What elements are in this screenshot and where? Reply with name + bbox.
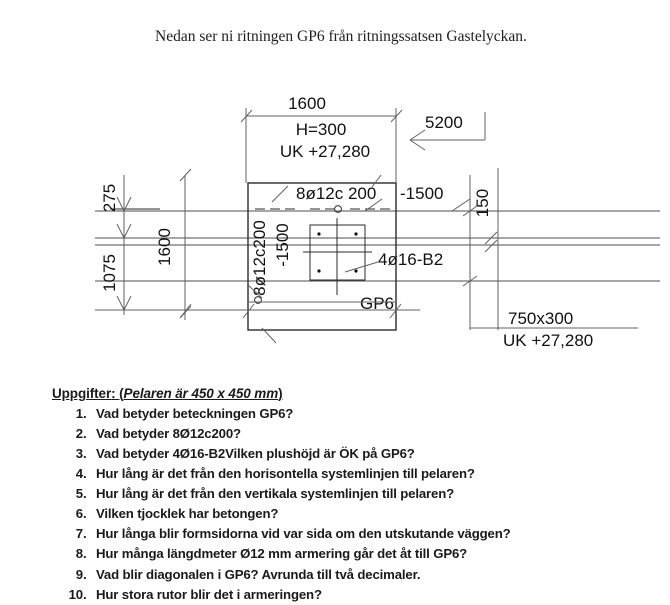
- list-item: 6. Vilken tjocklek har betongen?: [90, 504, 652, 524]
- list-item: 4. Hur lång är det från den horisontella systemlinjen till pelaren?: [90, 464, 652, 484]
- drawing-canvas: [0, 80, 670, 365]
- tasks-heading-colon: : (: [111, 386, 124, 401]
- label-uk-level-bottom: UK +27,280: [503, 331, 594, 350]
- label-top-width: 1600: [288, 94, 326, 113]
- label-height-note: H=300: [295, 120, 347, 139]
- page-title: Nedan ser ni ritningen GP6 från ritningssatsen Gastelyckan.: [155, 28, 527, 45]
- label-beam-span: 5200: [425, 113, 463, 132]
- list-item: 8. Hur många längdmeter Ø12 mm armering går det åt till GP6?: [90, 544, 652, 564]
- beam-outline-lines: [95, 211, 660, 281]
- label-plate-tag: GP6: [360, 294, 395, 313]
- list-item: 1. Vad betyder beteckningen GP6?: [90, 404, 652, 424]
- label-left-dim-width: 1600: [155, 228, 174, 266]
- label-uk-level-top: UK +27,280: [279, 142, 371, 161]
- tasks-heading-close: ): [278, 386, 283, 401]
- label-stirrups-vertical: 8ø12c200: [250, 220, 269, 296]
- list-item: 3. Vad betyder 4Ø16-B2Vilken plushöjd är ÖK på GP6?: [90, 444, 652, 464]
- label-group-main-bars: [345, 250, 443, 272]
- label-stirrup-length-vertical: -1500: [273, 223, 292, 267]
- tasks-heading-note: Pelaren är 450 x 450 mm: [123, 386, 279, 401]
- label-group-height-level: [280, 120, 370, 161]
- task-list: [52, 404, 652, 605]
- label-group-beam-section: [470, 265, 638, 350]
- dimension-beam-span-5200: [410, 112, 485, 150]
- dimension-edge-150: [463, 168, 498, 330]
- list-item: 2. Vad betyder 8Ø12c200?: [90, 424, 652, 444]
- label-stirrup-length-top: -1500: [400, 184, 444, 203]
- label-beam-section: 750x300: [508, 309, 574, 328]
- label-edge-dim-right: 150: [473, 188, 492, 218]
- label-left-dim-lower: 1075: [100, 254, 119, 292]
- list-item: 9. Vad blir diagonalen i GP6? Avrunda till två decimaler.: [90, 565, 652, 585]
- label-left-dim-upper: 275: [100, 183, 119, 213]
- label-stirrups-top: 8ø12c 200: [296, 184, 377, 203]
- label-group-stirrups-top: [272, 175, 470, 211]
- list-item: 7. Hur långa blir formsidorna vid var sida om den utskutande väggen?: [90, 524, 652, 544]
- label-main-bars: 4ø16-B2: [378, 250, 444, 269]
- list-item: 5. Hur lång är det från den vertikala systemlinjen till pelaren?: [90, 484, 652, 504]
- tasks-heading-label: Uppgifter: [52, 386, 112, 401]
- tasks-heading: [52, 386, 652, 401]
- gp6-drawing-svg: [0, 80, 670, 365]
- tasks-section: [52, 386, 652, 605]
- label-group-stirrups-vertical: [248, 220, 292, 343]
- list-item: 10. Hur stora rutor blir det i armeringen?: [90, 585, 652, 605]
- column-cross-section: [303, 218, 372, 295]
